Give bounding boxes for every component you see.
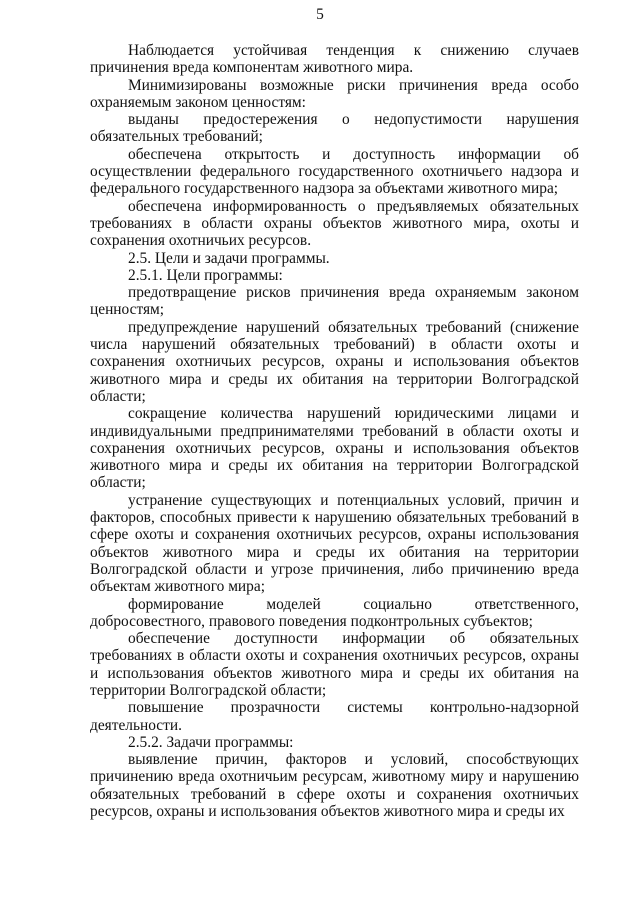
- section-heading: 2.5. Цели и задачи программы.: [128, 249, 330, 267]
- subsection-heading: 2.5.1. Цели программы:: [128, 266, 283, 284]
- paragraph: предотвращение рисков причинения вреда охраняемым законом ценностям;: [90, 284, 579, 319]
- paragraph: выявление причин, факторов и условий, способствующих причинению вреда охотничьим ресурсам, животному миру и нарушению обязательных требований в сфере охоты и сохранения охотничьих ресурсов, охраны и использования объектов животного мира и среды их: [90, 751, 579, 821]
- document-body: [90, 42, 579, 820]
- paragraph: формирование моделей социально ответственного, добросовестного, правового поведения подконтрольных субъектов;: [90, 595, 579, 630]
- paragraph: обеспечена открытость и доступность информации об осуществлении федерального государственного охотничьего надзора и федерального государственного надзора за объектами животного мира;: [90, 145, 579, 198]
- paragraph: устранение существующих и потенциальных условий, причин и факторов, способных привести к нарушению обязательных требований в сфере охоты и сохранения охотничьих ресурсов, охраны использования объектов животного мира и среды их обитания на территории Волгоградской области и угрозе причинения, либо причинению вреда объектам животного мира;: [90, 491, 579, 596]
- paragraph: Наблюдается устойчивая тенденция к снижению случаев причинения вреда компонентам животного мира.: [90, 42, 579, 77]
- paragraph: обеспечение доступности информации об обязательных требованиях в области охоты и сохранения охотничьих ресурсов, охраны и использования объектов животного мира и среды их обитания на территории Волгоградской области;: [90, 630, 579, 699]
- page-number: 5: [316, 6, 324, 23]
- paragraph: обеспечена информированность о предъявляемых обязательных требованиях в области охраны объектов животного мира, охоты и сохранения охотничьих ресурсов.: [90, 197, 579, 250]
- paragraph: повышение прозрачности системы контрольно-надзорной деятельности.: [90, 699, 579, 734]
- paragraph: сокращение количества нарушений юридическими лицами и индивидуальными предпринимателями требований в области охоты и сохранения охотничьих ресурсов, охраны и использования объектов животного мира и среды их обитания на территории Волгоградской области;: [90, 405, 579, 492]
- paragraph: выданы предостережения о недопустимости нарушения обязательных требований;: [90, 111, 579, 146]
- subsection-heading: 2.5.2. Задачи программы:: [128, 733, 294, 751]
- paragraph: Минимизированы возможные риски причинения вреда особо охраняемым законом ценностям:: [90, 76, 579, 111]
- paragraph: предупреждение нарушений обязательных требований (снижение числа нарушений обязательных требований) в области охоты и сохранения охотничьих ресурсов, охраны и использования объектов животного мира и среды их обитания на территории Волгоградской области;: [90, 318, 579, 405]
